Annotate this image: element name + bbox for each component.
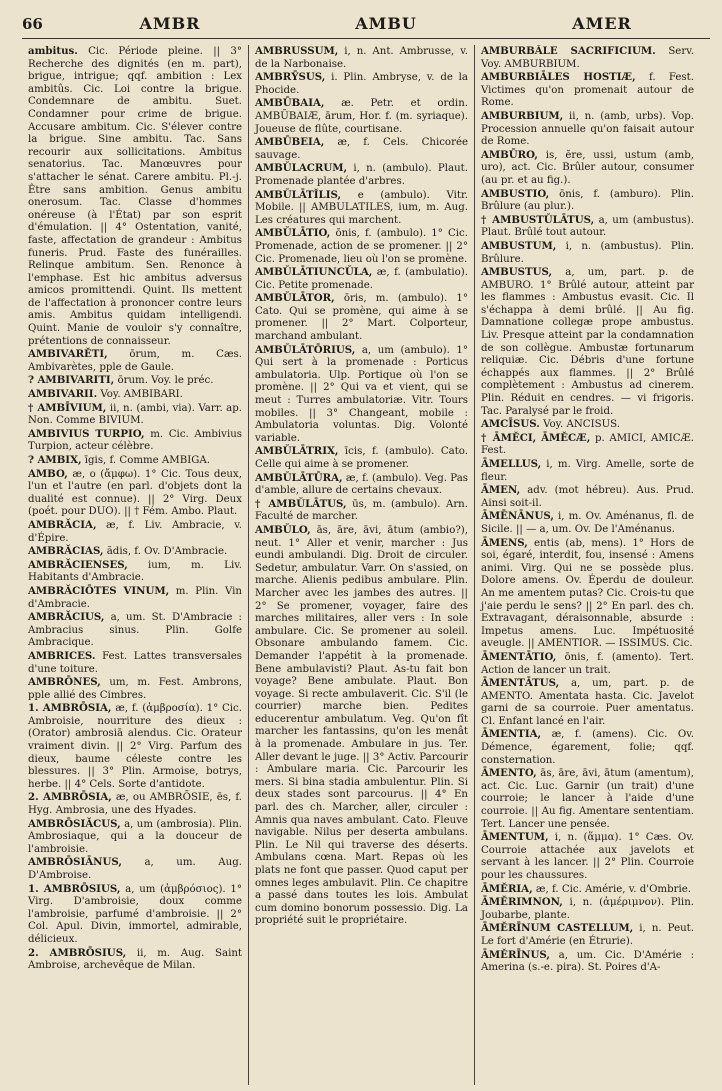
entry-headword: AMBRĂCIENSES, [28,558,128,571]
entry-headword: AMBRĂCIUS, [28,611,105,624]
entry-headword: AMBRŌSIĀNUS, [28,856,122,869]
dictionary-entry [481,949,694,975]
dictionary-entry [481,188,694,214]
entry-headword: AMBRĂCIA, [28,518,97,531]
entry-headword: AMBURBIĀLES HOSTIÆ, [481,71,636,84]
dictionary-entry [481,767,694,831]
header-right-word: AMER [572,14,632,33]
column-right [474,45,700,1085]
dictionary-entry [28,676,242,702]
entry-headword: AMBIVARĔTI, [28,348,108,361]
dictionary-entry [28,348,242,374]
entry-definition: æ, ou AMBRŌSIE, ēs, f. Hyg. Ambrosia, une des Hyades. [28,792,243,817]
dictionary-entry [28,559,242,585]
entry-headword: † AMBŬLĀTUS, [255,497,347,510]
entry-definition: i, n. (ἀμέριμνον). Plin. Joubarbe, plante. [481,897,694,921]
dictionary-entry [28,545,242,559]
dictionary-entry [255,227,468,266]
dictionary-entry [28,947,242,973]
entry-headword: † ĀMĔCI, ĀMĔCÆ, [481,431,591,444]
entry-headword: ĀMENTIA, [481,728,542,741]
entry-definition: a, um, part. p. de AMBURO. 1° Brûlé autour, atteint par les flammes : Ambustus evasit. Cic. Il s'échappa à demi brûlé. || Au fig. Damnatione collegæ prope ambustus. Liv. Presque atteint par la condamnation de son collègue. Ambustæ fortunarum reliquiæ. Cic. Débris d'une fortune échappés aux flammes. || 2° Brûlé complètement : Ambustus ad cinerem. Plin. Réduit en cendres. — vi frigoris. Tac. Paralysé par le froid. [481,267,694,417]
dictionary-entry [481,896,694,922]
column-left [22,45,248,1085]
entry-definition: i, n. (ambustus). Plin. Brûlure. [481,240,694,265]
entry-definition: i, m. Virg. Amelle, sorte de fleur. [481,459,694,483]
dictionary-entry [28,818,242,857]
page-number: 66 [22,15,43,33]
dictionary-entry [255,266,468,292]
dictionary-entry [481,45,694,71]
column-middle [248,45,474,1085]
entry-definition: a, um (ambrosia). Plin. Ambrosiaque, qui a la douceur de l'ambroisie. [28,818,242,855]
entry-headword: AMBUSTUM, [481,239,557,252]
dictionary-entry [28,791,242,817]
entry-headword: AMBUSTIO, [481,187,550,200]
dictionary-entry [481,418,694,432]
entry-definition: ădis, f. Ov. D'Ambracie. [106,546,228,558]
entry-definition: Cic. Période pleine. || 3° Recherche des dignités (en m. part), brigue, intrigue; qqf. ambition : Lex ambitûs. Cic. Loi contre la brigue. Condemnare de ambitu. Suet. Condamner pour crime de brigue. Accusare ambitum. Cic. S'élever contre la brigue. Sine ambitu. Tac. Sans recourir aux sollicitations. Ambitus senatorius. Tac. Manœuvres pour s'attacher le sénat. Carere ambitu. Pl.-j. Être sans ambition. Genus ambitu onerosum. Tac. Classe d'hommes onéreuse (à l'État) par son esprit d'émulation. || 4° Ostentation, vanité, faste, affectation de grandeur : Ambitus funeris. Prud. Faste des funérailles. Relinque ambitum. Sen. Renonce à l'emphase. Est hic ambitus adversus amicos promittendi. Quint. Ils mettent de l'affectation à prononcer contre leurs amis. Ambitus quidam intelligendi. Quint. Manie de vouloir s'y connaître, prétentions de connaisseur. [28,46,242,347]
entry-headword: AMBŪBAIA, [255,97,325,110]
entry-definition: a, um (ambustus). Plaut. Brûlé tout autour. [481,214,694,239]
entry-headword: ambitus. [28,45,78,57]
entry-headword: AMBŬLO, [255,523,311,536]
entry-headword: ? AMBIX, [28,454,82,466]
entry-definition: ās, āre, āvi, ātum (ambio?), neut. 1° Aller et venir, marcher : Jus eundi ambulandi. Dig. Droit de circuler. Sedetur, ambulatur. Varr. On s'assied, on marche. Alienis pedibus ambulare. Plin. Marcher avec les jambes des autres. || 2° Se promener, voyager, faire des marches militaires, aller vers : In sole ambulare. Cic. Se promener au soleil. Obsonare ambulando famem. Cic. Demander l'appétit à la promenade. Bene ambulavisti? Plaut. As-tu fait bon voyage? Bene ambulate. Plaut. Bon voyage. Si recte ambulaverit. Cic. S'il (le courrier) marche bien. Pedites educerentur ambulatum. Veg. Qu'on fît marcher les fantassins, qu'on les menât à la promenade. Ambulare in jus. Ter. Aller devant le juge. || 3° Activ. Parcourir : Ambulare maria. Cic. Parcourir les mers. Si bina stadia ambulentur. Plin. Si deux stades sont parcourus. || 4° En parl. des ch. Marcher, aller, circuler : Amnis qua naves ambulant. Cato. Fleuve navigable. Nilus per deserta ambulans. Plin. Le Nil qui traverse des déserts. Ambulans cœna. Mart. Repas où les plats ne font que passer. Quod caput per omnes leges ambulavit. Plin. Ce chapitre a passé dans toutes les lois. Ambulat cum domino bonorum possessio. Dig. La propriété suit le propriétaire. [255,524,468,927]
entry-definition: īgis, f. Comme AMBIGA. [84,455,210,466]
entry-headword: AMCĪSUS. [481,418,540,431]
entry-definition: i, n. (ἅμμα). 1° Cæs. Ov. Courroie attachée aux javelots et servant à les lancer. || 2° Plin. Courroie pour les chaussures. [481,832,694,881]
entry-headword: AMBŬLĀTĬLIS, [255,188,342,201]
entry-headword: AMBŬLĀTŪRA, [255,471,343,484]
entry-headword: ĀMENTO, [481,767,537,780]
dictionary-entry [255,472,468,498]
entry-definition: i. Plin. Ambryse, v. de la Phocide. [255,72,468,96]
entry-headword: ĀMENS, [481,536,528,549]
dictionary-entry [255,136,468,162]
entry-headword: 1. AMBRŌSIUS, [28,882,121,895]
entry-headword: AMBO, [28,467,68,480]
entry-definition: īcis, f. (ambulo). Cato. Celle qui aime à se promener. [255,446,468,470]
dictionary-entry [28,388,242,402]
dictionary-entry [481,484,694,510]
entry-definition: Voy. AMBIBARI. [100,389,183,401]
dictionary-entry [28,519,242,545]
dictionary-entry [255,344,468,446]
entry-definition: æ, f. Cels. Chicorée sauvage. [255,137,468,161]
header-left-word: AMBR [139,14,201,33]
entry-headword: ĀMENTUM, [481,831,549,844]
dictionary-entry [481,458,694,484]
entry-headword: ĀMĔRĪNUM CASTELLUM, [481,922,634,935]
entry-definition: e (ambulo). Vitr. Mobile. || AMBULATILES, ium, m. Aug. Les créatures qui marchent. [255,189,468,226]
entry-definition: a, um (ambulo). 1° Qui sert à la promenade : Porticus ambulatoria. Ulp. Portique où l'on se promène. || 2° Qui va et vient, qui se meut : Turres ambulatoriæ. Vitr. Tours mobiles. || 3° Changeant, mobile : Ambulatoria voluntas. Dig. Volonté variable. [255,344,468,444]
entry-definition: a, um. Cic. D'Amérie : Amerina (s.-e. pira). St. Poires d'A- [481,949,694,974]
entry-definition: ās, āre, āvi, ātum (amentum), act. Cic. Luc. Garnir (un trait) d'une courroie; le lancer à l'aide d'une courroie. || Au fig. Amentare sententiam. Tert. Lancer une pensée. [481,768,694,830]
entry-headword: ĀMELLUS, [481,458,542,470]
entry-definition: a, um, part. p. de AMENTO. Amentata hasta. Cic. Javelot garni de sa courroie. Puer amentatus. Cl. Enfant lancé en l'air. [481,678,694,727]
entry-headword: ĀMĒNĀNUS, [481,510,554,523]
entry-definition: p. AMICI, AMICÆ. Fest. [481,432,694,457]
entry-definition: is, ĕre, ussi, ustum (amb, uro), act. Cic. Brûler autour, consumer (au pr. et au fig.). [481,149,694,186]
entry-headword: AMBRĂCIAS, [28,545,104,558]
entry-headword: AMBURBĀLE SACRIFICIUM. [481,45,656,57]
dictionary-entry [28,856,242,882]
entry-definition: adv. (mot hébreu). Aus. Prud. Ainsi soit-il. [481,485,694,509]
dictionary-entry [255,189,468,228]
dictionary-entry [481,240,694,266]
dictionary-entry [481,728,694,767]
entry-definition: i, m. Ov. Aménanus, fl. de Sicile. || — a, um. Ov. De l'Aménanus. [481,511,694,535]
entry-definition: ii, m. Aug. Saint Ambroise, archevêque de Milan. [28,947,242,972]
entry-definition: i, n. Peut. Le fort d'Amérie (en Étrurie). [481,923,695,947]
entry-headword: 1. AMBRŌSIA, [28,702,112,715]
entry-definition: ōris, m. (ambulo). 1° Cato. Qui se promène, qui aime à se promener. || 2° Mart. Colporteur, marchand ambulant. [255,293,468,343]
entry-headword: AMBURBIUM, [481,109,564,122]
entry-headword: AMBRUSSUM, [255,45,339,57]
dictionary-entry [255,97,468,136]
entry-definition: ōnis, f. (ambulo). 1° Cic. Promenade, action de se promener. || 2° Cic. Promenade, lieu où l'on se promène. [255,228,468,265]
dictionary-entry [481,510,694,536]
entry-definition: ii, n. (amb, urbs). Vop. Procession annuelle qu'on faisait autour de Rome. [481,110,694,148]
entry-headword: AMBRĂCIŌTES VINUM, [28,584,170,597]
entry-definition: ōrum. Voy. le préc. [117,375,214,387]
entry-definition: ōnis, f. (amento). Tert. Action de lancer un trait. [481,651,694,676]
dictionary-entry [481,831,694,882]
dictionary-entry [28,428,242,454]
dictionary-entry [28,402,242,428]
entry-definition: æ, f. (ἀμβροσία). 1° Cic. Ambroisie, nourriture des dieux : (Orator) ambrosiā alendus. Cic. Orateur vraiment divin. || 2° Virg. Parfum des dieux, baume céleste contre les blessures. || 3° Plin. Armoise, botrys, herbe. || 4° Cels. Sorte d'antidote. [28,703,242,790]
entry-headword: AMBRŌSIĂCUS, [28,817,121,830]
entry-headword: ĀMEN, [481,484,521,497]
entry-headword: ĀMĔRIA, [481,882,533,895]
dictionary-entry [481,214,694,240]
entry-headword: AMBŬLĀTOR, [255,292,335,305]
dictionary-entry [481,266,694,418]
dictionary-entry [28,454,242,468]
entry-headword: † AMBĪVIUM, [28,401,107,414]
dictionary-entry [28,45,242,348]
entry-definition: æ, f. Cic. Amérie, v. d'Ombrie. [535,883,692,895]
entry-definition: a, um (ἀμβρόσιος). 1° Virg. D'ambroisie, doux comme l'ambroisie, parfumé d'ambroisie. || 2° Col. Apul. Divin, immortel, admirable, délicieux. [28,883,242,945]
dictionary-entry [481,432,694,458]
entry-definition: æ, f. Liv. Ambracie, v. d'Épire. [28,519,242,544]
entry-definition: ūs, m. (ambulo). Arn. Faculté de marcher. [255,498,468,523]
entry-headword: † AMBUSTŬLĀTUS, [481,213,595,226]
entry-definition: æ, f. (ambulo). Veg. Pas d'amble, allure de certains chevaux. [255,472,468,497]
entry-definition: æ. Petr. et ordin. AMBŪBAIÆ, ārum, Hor. f. (m. syriaque). Joueuse de flûte, courtisane. [255,98,468,135]
entry-headword: AMBŪBEIA, [255,136,325,149]
dictionary-entry [255,71,468,97]
dictionary-entry [481,537,694,651]
entry-definition: i, n. Ant. Ambrusse, v. de la Narbonaise. [255,46,468,70]
dictionary-entry [481,883,694,897]
entry-definition: Voy. ANCISUS. [543,419,621,431]
entry-headword: AMBŬLĀTIO, [255,227,331,240]
entry-definition: Serv. Voy. AMBURBIUM. [481,46,694,70]
entry-headword: AMBIVIUS TURPIO, [28,427,145,440]
entry-definition: i, n. (ambulo). Plaut. Promenade plantée d'arbres. [255,163,468,187]
dictionary-entry [481,149,694,188]
entry-headword: AMBŬLĀTŌRIUS, [255,343,356,356]
dictionary-entry [481,677,694,728]
entry-headword: ĀMENTĀTIO, [481,650,557,663]
dictionary-entry [255,292,468,343]
dictionary-entry [28,702,242,791]
entry-headword: AMBŬLĀTIUNCŬLA, [255,266,373,279]
columns [22,45,710,1085]
dictionary-entry [255,524,468,928]
entry-headword: ĀMĔRIMNON, [481,896,563,909]
dictionary-entry [255,45,468,71]
entry-definition: a, um. Aug. D'Ambroise. [28,857,242,881]
entry-headword: AMBRȲSUS, [255,71,326,84]
entry-definition: ōrum, m. Cæs. Ambivarètes, pple de Gaule. [28,349,242,373]
entry-definition: ii, n. (ambi, via). Varr. ap. Non. Comme BIVIUM. [28,402,243,427]
entry-definition: um, m. Fest. Ambrons, pple allié des Cimbres. [28,677,242,701]
entry-headword: AMBRŌNES, [28,676,101,689]
entry-definition: m. Cic. Ambivius Turpion, acteur célèbre. [28,428,242,453]
dictionary-entry [481,110,694,149]
entry-headword: AMBUSTUS, [481,266,553,279]
entry-definition: entis (ab, mens). 1° Hors de soi, égaré, interdit, fou, insensé : Amens animi. Virg. Qui ne se possède plus. Dolore amens. Ov. Éperdu de douleur. An me amentem putas? Cic. Crois-tu que j'aie perdu le sens? || 2° En parl. des ch. Extravagant, déraisonnable, absurde : Impetus amens. Luc. Impétuosité aveugle. || AMENTIOR. — ISSIMUS. Cic. [481,537,694,650]
dictionary-entry [481,651,694,677]
header-center-word: AMBU [355,14,417,33]
entry-headword: ? AMBIVARITI, [28,374,115,387]
entry-definition: m. Plin. Vin d'Ambracie. [28,585,242,610]
entry-definition: æ, f. (ambulatio). Cic. Petite promenade. [255,267,468,291]
entry-definition: ōnis, f. (amburo). Plin. Brûlure (au plur.). [481,188,694,213]
dictionary-entry [481,922,694,948]
entry-headword: ĀMENTĀTUS, [481,677,560,690]
dictionary-entry [28,468,242,519]
entry-headword: AMBŬLĀTRIX, [255,445,339,458]
entry-definition: a, um. St. D'Ambracie : Ambracius sinus. Plin. Golfe Ambracique. [28,612,242,649]
entry-headword: AMBIVARII. [28,388,98,401]
entry-definition: æ, o (ἄμφω). 1° Cic. Tous deux, l'un et l'autre (en parl. d'objets dont la dualité est connue). || 2° Virg. Deux (poét. pour DUO). || † Fém. Ambo. Plaut. [28,468,242,518]
entry-definition: f. Fest. Victimes qu'on promenait autour de Rome. [481,72,694,109]
entry-definition: ium, m. Liv. Habitants d'Ambracie. [28,559,242,584]
entry-headword: 2. AMBRŌSIUS, [28,946,127,959]
entry-headword: 2. AMBRŌSIA, [28,791,112,804]
running-header [22,14,710,39]
dictionary-entry [28,650,242,676]
entry-headword: AMBŪRO, [481,148,538,161]
dictionary-entry [255,498,468,524]
entry-headword: AMBŬLACRUM, [255,162,348,175]
dictionary-entry [28,883,242,947]
dictionary-entry [255,445,468,471]
entry-headword: AMBRICES. [28,649,96,662]
dictionary-entry [28,585,242,611]
entry-headword: ĀMĔRĪNUS, [481,948,550,961]
dictionary-entry [28,374,242,388]
dictionary-entry [255,162,468,188]
entry-definition: æ, f. (amens). Cic. Ov. Démence, égarement, folie; qqf. consternation. [481,729,694,766]
dictionary-entry [28,611,242,650]
entry-definition: Fest. Lattes transversales d'une toiture. [28,650,242,675]
dictionary-entry [481,71,694,110]
